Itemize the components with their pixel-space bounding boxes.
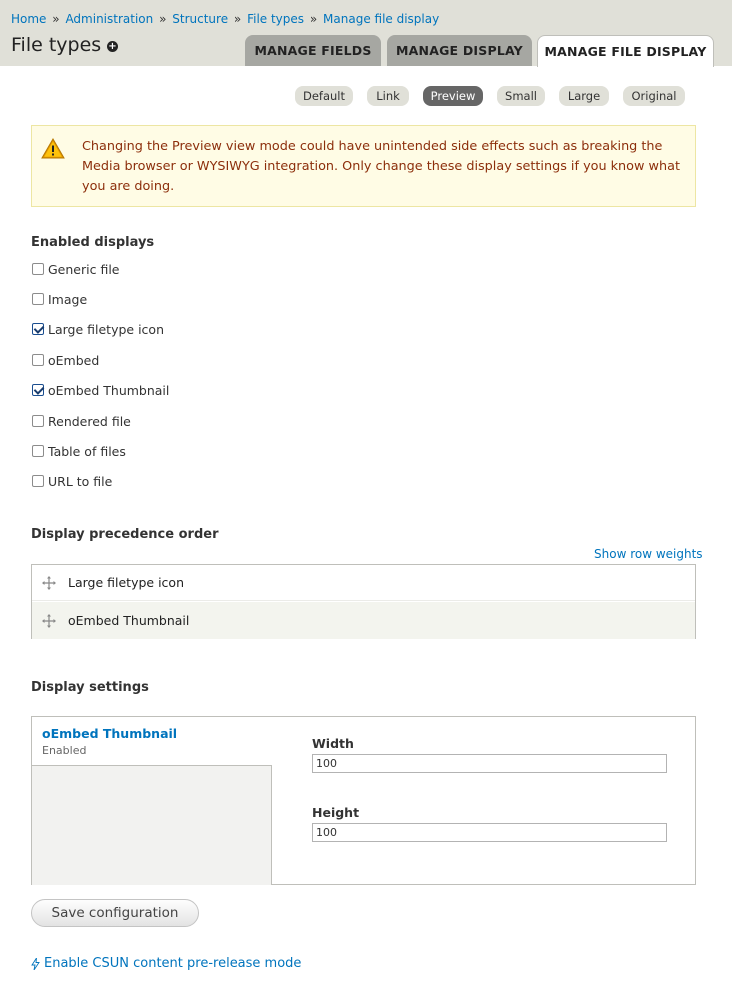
- view-mode-default[interactable]: Default: [295, 86, 353, 106]
- checkbox-label[interactable]: Table of files: [48, 443, 126, 459]
- enabled-displays-heading: Enabled displays: [31, 235, 155, 250]
- checkbox-image[interactable]: [32, 293, 44, 305]
- breadcrumb-separator: »: [52, 12, 60, 26]
- checkbox-label[interactable]: Large filetype icon: [48, 321, 164, 337]
- table-row[interactable]: [32, 602, 695, 639]
- checkbox-oembed[interactable]: [32, 354, 44, 366]
- vertical-tab-oembed-thumbnail[interactable]: oEmbed Thumbnail: [42, 726, 178, 741]
- checkbox-label[interactable]: URL to file: [48, 473, 113, 489]
- view-mode-large[interactable]: Large: [559, 86, 609, 106]
- precedence-label: oEmbed Thumbnail: [68, 613, 190, 628]
- checkbox-row-oembed[interactable]: [32, 352, 99, 368]
- view-mode-small[interactable]: Small: [497, 86, 545, 106]
- tab-manage-file-display[interactable]: MANAGE FILE DISPLAY: [537, 35, 714, 67]
- plus-circle-icon[interactable]: +: [108, 41, 117, 52]
- display-settings-panel: [31, 716, 696, 885]
- tab-manage-display[interactable]: MANAGE DISPLAY: [387, 35, 532, 66]
- checkbox-row-large-filetype-icon[interactable]: [32, 321, 164, 337]
- checkbox-large-filetype-icon[interactable]: [32, 323, 44, 335]
- warning-triangle-icon: [41, 138, 65, 159]
- checkbox-label[interactable]: oEmbed: [48, 352, 100, 368]
- checkbox-row-table-of-files[interactable]: [32, 443, 126, 459]
- breadcrumb-structure[interactable]: Structure: [172, 12, 229, 26]
- page-header: [0, 0, 732, 66]
- view-mode-original[interactable]: Original: [623, 86, 685, 106]
- drag-handle-icon[interactable]: [42, 614, 56, 628]
- checkbox-rendered-file[interactable]: [32, 415, 44, 427]
- breadcrumb-home[interactable]: Home: [11, 12, 47, 26]
- checkbox-generic-file[interactable]: [32, 263, 44, 275]
- table-row[interactable]: [32, 565, 695, 601]
- checkbox-label[interactable]: Rendered file: [48, 413, 131, 429]
- page-title: File types: [11, 34, 102, 56]
- warning-message: [31, 125, 696, 207]
- width-input[interactable]: [312, 754, 667, 773]
- checkbox-row-oembed-thumbnail[interactable]: [32, 382, 169, 398]
- vertical-tab-summary: Enabled: [42, 744, 87, 757]
- vertical-tab-list-filler: [32, 765, 272, 885]
- breadcrumb-separator: »: [159, 12, 167, 26]
- checkbox-table-of-files[interactable]: [32, 445, 44, 457]
- warning-text: Changing the Preview view mode could have unintended side effects such as breaking the Media browser or WYSIWYG integration. Only change these display settings if you know what you are doing.: [82, 139, 680, 194]
- breadcrumb-separator: »: [233, 12, 242, 26]
- checkbox-row-image[interactable]: [32, 291, 87, 307]
- checkbox-url-to-file[interactable]: [32, 475, 44, 487]
- lightning-bolt-icon: [31, 958, 40, 970]
- pre-release-mode-link[interactable]: [31, 956, 301, 971]
- precedence-heading: Display precedence order: [31, 527, 219, 542]
- checkbox-oembed-thumbnail[interactable]: [32, 384, 44, 396]
- drag-handle-icon[interactable]: [42, 576, 56, 590]
- breadcrumb-separator: »: [309, 12, 318, 26]
- precedence-label: Large filetype icon: [68, 575, 184, 590]
- precedence-table: [31, 564, 696, 639]
- width-label: Width: [312, 736, 354, 751]
- view-mode-link[interactable]: Link: [367, 86, 409, 106]
- checkbox-row-generic-file[interactable]: [32, 261, 119, 277]
- pre-release-mode-label[interactable]: Enable CSUN content pre-release mode: [44, 956, 302, 971]
- breadcrumb: [11, 12, 439, 26]
- show-row-weights-link[interactable]: Show row weights: [594, 547, 703, 561]
- view-mode-preview[interactable]: Preview: [423, 86, 483, 106]
- checkbox-label[interactable]: Generic file: [48, 261, 120, 277]
- breadcrumb-manage-file-display[interactable]: Manage file display: [323, 12, 440, 26]
- height-label: Height: [312, 805, 360, 820]
- checkbox-label[interactable]: oEmbed Thumbnail: [48, 382, 170, 398]
- save-configuration-button[interactable]: Save configuration: [31, 899, 199, 927]
- tab-manage-fields[interactable]: MANAGE FIELDS: [245, 35, 381, 66]
- checkbox-label[interactable]: Image: [48, 291, 88, 307]
- breadcrumb-file-types[interactable]: File types: [247, 12, 305, 26]
- checkbox-row-rendered-file[interactable]: [32, 413, 131, 429]
- display-settings-heading: Display settings: [31, 680, 149, 695]
- height-input[interactable]: [312, 823, 667, 842]
- breadcrumb-administration[interactable]: Administration: [65, 12, 154, 26]
- checkbox-row-url-to-file[interactable]: [32, 473, 112, 489]
